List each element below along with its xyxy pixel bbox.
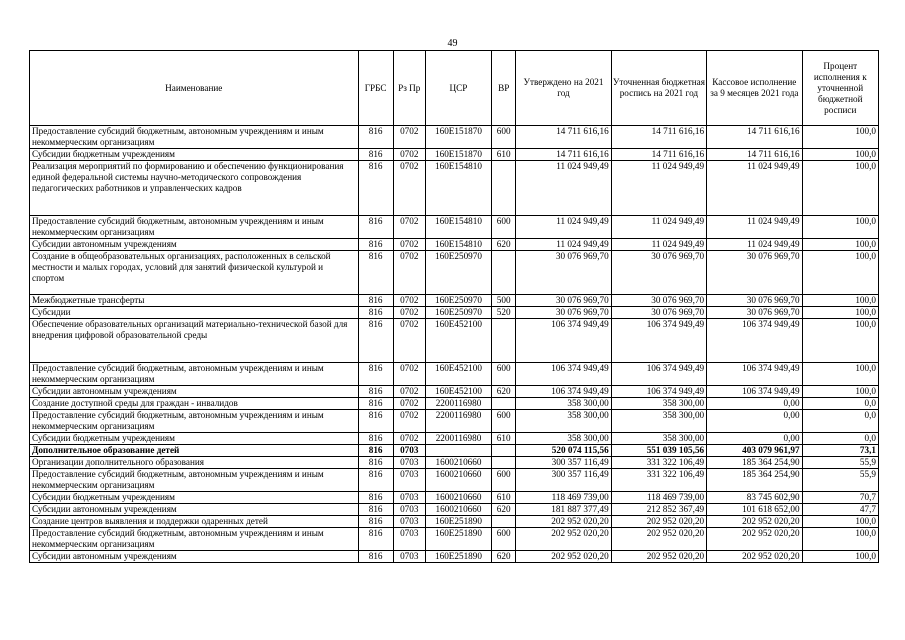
table-row (30, 445, 879, 457)
table-row (30, 149, 879, 161)
cell-rzpr: 0702 (393, 433, 425, 445)
cell-csr: 160E154810 (425, 216, 491, 239)
cell-rzpr: 0702 (393, 149, 425, 161)
cell-vr: 500 (492, 295, 516, 307)
cell-approved: 300 357 116,49 (516, 469, 611, 492)
cell-rzpr: 0703 (393, 551, 425, 563)
cell-refined: 106 374 949,49 (611, 386, 706, 398)
cell-rzpr: 0702 (393, 319, 425, 363)
cell-approved: 520 074 115,56 (516, 445, 611, 457)
cell-name: Создание доступной среды для граждан - инвалидов (30, 398, 359, 410)
cell-cash: 14 711 616,16 (707, 149, 802, 161)
cell-csr: 1600210660 (425, 457, 491, 469)
cell-refined: 212 852 367,49 (611, 504, 706, 516)
table-row (30, 516, 879, 528)
cell-grbs: 816 (358, 551, 393, 563)
cell-rzpr: 0703 (393, 516, 425, 528)
cell-refined: 11 024 949,49 (611, 161, 706, 216)
cell-refined: 202 952 020,20 (611, 528, 706, 551)
cell-vr: 620 (492, 504, 516, 516)
cell-csr: 160E151870 (425, 126, 491, 149)
cell-refined: 14 711 616,16 (611, 126, 706, 149)
cell-cash: 106 374 949,49 (707, 386, 802, 398)
cell-vr (492, 251, 516, 295)
cell-percent: 100,0 (802, 363, 878, 386)
cell-vr: 600 (492, 469, 516, 492)
cell-percent: 0,0 (802, 410, 878, 433)
cell-percent: 100,0 (802, 149, 878, 161)
cell-rzpr: 0703 (393, 445, 425, 457)
cell-cash: 202 952 020,20 (707, 516, 802, 528)
header-cash: Кассовое исполнение за 9 месяцев 2021 года (707, 51, 802, 126)
table-row (30, 319, 879, 363)
cell-cash: 11 024 949,49 (707, 239, 802, 251)
cell-percent: 55,9 (802, 457, 878, 469)
cell-grbs: 816 (358, 516, 393, 528)
cell-grbs: 816 (358, 410, 393, 433)
cell-percent: 100,0 (802, 161, 878, 216)
cell-grbs: 816 (358, 161, 393, 216)
cell-cash: 30 076 969,70 (707, 295, 802, 307)
cell-cash: 185 364 254,90 (707, 469, 802, 492)
cell-rzpr: 0702 (393, 216, 425, 239)
cell-csr: 160E154810 (425, 239, 491, 251)
cell-refined: 30 076 969,70 (611, 307, 706, 319)
cell-refined: 30 076 969,70 (611, 251, 706, 295)
cell-cash: 0,00 (707, 410, 802, 433)
table-row (30, 457, 879, 469)
cell-csr: 160E452100 (425, 363, 491, 386)
header-grbs: ГРБС (358, 51, 393, 126)
cell-refined: 202 952 020,20 (611, 551, 706, 563)
cell-grbs: 816 (358, 528, 393, 551)
cell-csr: 160E250970 (425, 307, 491, 319)
cell-percent: 73,1 (802, 445, 878, 457)
cell-vr (492, 516, 516, 528)
header-rzpr: Рз Пр (393, 51, 425, 126)
cell-cash: 185 364 254,90 (707, 457, 802, 469)
cell-percent: 0,0 (802, 398, 878, 410)
cell-grbs: 816 (358, 295, 393, 307)
cell-refined: 551 039 105,56 (611, 445, 706, 457)
cell-name: Создание центров выявления и поддержки одаренных детей (30, 516, 359, 528)
cell-approved: 202 952 020,20 (516, 516, 611, 528)
cell-percent: 100,0 (802, 251, 878, 295)
cell-rzpr: 0702 (393, 161, 425, 216)
cell-name: Субсидии бюджетным учреждениям (30, 492, 359, 504)
cell-approved: 358 300,00 (516, 433, 611, 445)
cell-vr: 610 (492, 149, 516, 161)
cell-rzpr: 0702 (393, 239, 425, 251)
cell-name: Предоставление субсидий бюджетным, автономным учреждениям и иным некоммерческим организациям (30, 528, 359, 551)
cell-approved: 300 357 116,49 (516, 457, 611, 469)
table-row (30, 386, 879, 398)
cell-vr: 620 (492, 551, 516, 563)
cell-rzpr: 0702 (393, 307, 425, 319)
cell-csr: 160E154810 (425, 161, 491, 216)
cell-percent: 100,0 (802, 216, 878, 239)
cell-grbs: 816 (358, 433, 393, 445)
table-row (30, 307, 879, 319)
cell-grbs: 816 (358, 239, 393, 251)
cell-vr: 610 (492, 492, 516, 504)
table-row (30, 216, 879, 239)
cell-grbs: 816 (358, 398, 393, 410)
table-row (30, 528, 879, 551)
cell-percent: 100,0 (802, 239, 878, 251)
cell-grbs: 816 (358, 126, 393, 149)
cell-cash: 14 711 616,16 (707, 126, 802, 149)
cell-rzpr: 0702 (393, 398, 425, 410)
cell-csr: 160E251890 (425, 516, 491, 528)
table-row (30, 433, 879, 445)
cell-cash: 403 079 961,97 (707, 445, 802, 457)
cell-vr (492, 161, 516, 216)
cell-approved: 202 952 020,20 (516, 551, 611, 563)
cell-cash: 11 024 949,49 (707, 161, 802, 216)
cell-approved: 106 374 949,49 (516, 386, 611, 398)
table-row (30, 492, 879, 504)
page-number: 49 (447, 38, 458, 49)
cell-percent: 55,9 (802, 469, 878, 492)
cell-grbs: 816 (358, 307, 393, 319)
cell-percent: 100,0 (802, 307, 878, 319)
cell-percent: 100,0 (802, 295, 878, 307)
cell-approved: 11 024 949,49 (516, 216, 611, 239)
cell-name: Субсидии (30, 307, 359, 319)
header-vr: ВР (492, 51, 516, 126)
cell-name: Субсидии автономным учреждениям (30, 551, 359, 563)
cell-vr (492, 319, 516, 363)
cell-name: Обеспечение образовательных организаций материально-технической базой для внедрения цифровой образовательной среды (30, 319, 359, 363)
cell-grbs: 816 (358, 251, 393, 295)
cell-percent: 100,0 (802, 319, 878, 363)
table-row (30, 161, 879, 216)
cell-vr: 620 (492, 239, 516, 251)
cell-cash: 202 952 020,20 (707, 551, 802, 563)
header-name: Наименование (30, 51, 359, 126)
budget-execution-table (29, 50, 879, 563)
cell-name: Субсидии бюджетным учреждениям (30, 433, 359, 445)
cell-grbs: 816 (358, 469, 393, 492)
cell-name: Предоставление субсидий бюджетным, автономным учреждениям и иным некоммерческим организациям (30, 469, 359, 492)
cell-rzpr: 0702 (393, 126, 425, 149)
cell-refined: 106 374 949,49 (611, 319, 706, 363)
cell-approved: 11 024 949,49 (516, 161, 611, 216)
cell-vr (492, 457, 516, 469)
cell-name: Субсидии автономным учреждениям (30, 386, 359, 398)
cell-refined: 14 711 616,16 (611, 149, 706, 161)
table-row (30, 410, 879, 433)
cell-cash: 11 024 949,49 (707, 216, 802, 239)
cell-grbs: 816 (358, 363, 393, 386)
cell-name: Организации дополнительного образования (30, 457, 359, 469)
cell-approved: 106 374 949,49 (516, 363, 611, 386)
cell-approved: 14 711 616,16 (516, 126, 611, 149)
cell-refined: 11 024 949,49 (611, 239, 706, 251)
cell-rzpr: 0703 (393, 504, 425, 516)
header-percent: Процент исполнения к уточненной бюджетной росписи (802, 51, 878, 126)
cell-refined: 358 300,00 (611, 410, 706, 433)
cell-csr: 160E251890 (425, 528, 491, 551)
cell-name: Дополнительное образование детей (30, 445, 359, 457)
cell-name: Предоставление субсидий бюджетным, автономным учреждениям и иным некоммерческим организациям (30, 410, 359, 433)
cell-grbs: 816 (358, 504, 393, 516)
table-row (30, 398, 879, 410)
cell-name: Предоставление субсидий бюджетным, автономным учреждениям и иным некоммерческим организациям (30, 216, 359, 239)
cell-rzpr: 0703 (393, 492, 425, 504)
cell-approved: 118 469 739,00 (516, 492, 611, 504)
cell-approved: 30 076 969,70 (516, 295, 611, 307)
cell-grbs: 816 (358, 492, 393, 504)
cell-csr: 160E250970 (425, 295, 491, 307)
cell-cash: 0,00 (707, 433, 802, 445)
cell-vr (492, 398, 516, 410)
cell-rzpr: 0702 (393, 386, 425, 398)
table-row (30, 239, 879, 251)
cell-name: Субсидии автономным учреждениям (30, 239, 359, 251)
cell-approved: 14 711 616,16 (516, 149, 611, 161)
cell-refined: 106 374 949,49 (611, 363, 706, 386)
cell-vr (492, 445, 516, 457)
cell-name: Создание в общеобразовательных организациях, расположенных в сельской местности и малых городах, условий для занятий физической культурой и спортом (30, 251, 359, 295)
table-row (30, 126, 879, 149)
cell-refined: 331 322 106,49 (611, 457, 706, 469)
cell-rzpr: 0702 (393, 251, 425, 295)
table-row (30, 363, 879, 386)
cell-name: Субсидии автономным учреждениям (30, 504, 359, 516)
cell-percent: 100,0 (802, 516, 878, 528)
cell-cash: 0,00 (707, 398, 802, 410)
cell-name: Предоставление субсидий бюджетным, автономным учреждениям и иным некоммерческим организациям (30, 363, 359, 386)
cell-percent: 47,7 (802, 504, 878, 516)
table-row (30, 295, 879, 307)
cell-vr: 620 (492, 386, 516, 398)
cell-cash: 202 952 020,20 (707, 528, 802, 551)
cell-vr: 600 (492, 363, 516, 386)
cell-grbs: 816 (358, 319, 393, 363)
cell-percent: 70,7 (802, 492, 878, 504)
cell-csr: 2200116980 (425, 398, 491, 410)
cell-name: Субсидии бюджетным учреждениям (30, 149, 359, 161)
cell-name: Предоставление субсидий бюджетным, автономным учреждениям и иным некоммерческим организациям (30, 126, 359, 149)
cell-vr: 520 (492, 307, 516, 319)
cell-grbs: 816 (358, 445, 393, 457)
header-approved: Утверждено на 2021 год (516, 51, 611, 126)
cell-approved: 202 952 020,20 (516, 528, 611, 551)
cell-vr: 600 (492, 216, 516, 239)
cell-cash: 106 374 949,49 (707, 319, 802, 363)
cell-name: Межбюджетные трансферты (30, 295, 359, 307)
cell-refined: 358 300,00 (611, 433, 706, 445)
cell-cash: 101 618 652,00 (707, 504, 802, 516)
table-row (30, 504, 879, 516)
cell-percent: 100,0 (802, 528, 878, 551)
cell-approved: 358 300,00 (516, 410, 611, 433)
cell-approved: 106 374 949,49 (516, 319, 611, 363)
cell-grbs: 816 (358, 149, 393, 161)
cell-csr: 1600210660 (425, 504, 491, 516)
cell-refined: 11 024 949,49 (611, 216, 706, 239)
cell-refined: 202 952 020,20 (611, 516, 706, 528)
cell-refined: 118 469 739,00 (611, 492, 706, 504)
cell-refined: 30 076 969,70 (611, 295, 706, 307)
cell-csr: 2200116980 (425, 433, 491, 445)
cell-approved: 11 024 949,49 (516, 239, 611, 251)
cell-percent: 0,0 (802, 433, 878, 445)
cell-refined: 331 322 106,49 (611, 469, 706, 492)
cell-rzpr: 0703 (393, 469, 425, 492)
cell-refined: 358 300,00 (611, 398, 706, 410)
table-row (30, 551, 879, 563)
cell-csr (425, 445, 491, 457)
cell-grbs: 816 (358, 216, 393, 239)
cell-cash: 83 745 602,90 (707, 492, 802, 504)
cell-rzpr: 0703 (393, 457, 425, 469)
cell-rzpr: 0703 (393, 528, 425, 551)
cell-name: Реализация мероприятий по формированию и обеспечению функционирования единой федеральной системы научно-методического сопровождения педагогических работников и управленческих кадров (30, 161, 359, 216)
cell-percent: 100,0 (802, 551, 878, 563)
cell-vr: 600 (492, 528, 516, 551)
cell-approved: 181 887 377,49 (516, 504, 611, 516)
cell-approved: 30 076 969,70 (516, 251, 611, 295)
cell-vr: 600 (492, 410, 516, 433)
table-header-row (30, 51, 879, 126)
cell-csr: 1600210660 (425, 492, 491, 504)
cell-csr: 160E452100 (425, 386, 491, 398)
cell-csr: 160E452100 (425, 319, 491, 363)
table-row (30, 251, 879, 295)
cell-rzpr: 0702 (393, 295, 425, 307)
cell-vr: 600 (492, 126, 516, 149)
cell-cash: 30 076 969,70 (707, 307, 802, 319)
cell-percent: 100,0 (802, 386, 878, 398)
cell-rzpr: 0702 (393, 410, 425, 433)
cell-csr: 160E250970 (425, 251, 491, 295)
cell-vr: 610 (492, 433, 516, 445)
cell-cash: 30 076 969,70 (707, 251, 802, 295)
cell-csr: 1600210660 (425, 469, 491, 492)
cell-rzpr: 0702 (393, 363, 425, 386)
cell-cash: 106 374 949,49 (707, 363, 802, 386)
table-row (30, 469, 879, 492)
cell-grbs: 816 (358, 386, 393, 398)
cell-percent: 100,0 (802, 126, 878, 149)
cell-csr: 160E151870 (425, 149, 491, 161)
cell-grbs: 816 (358, 457, 393, 469)
cell-approved: 30 076 969,70 (516, 307, 611, 319)
header-refined: Уточненная бюджетная роспись на 2021 год (611, 51, 706, 126)
cell-csr: 160E251890 (425, 551, 491, 563)
cell-approved: 358 300,00 (516, 398, 611, 410)
header-csr: ЦСР (425, 51, 491, 126)
cell-csr: 2200116980 (425, 410, 491, 433)
